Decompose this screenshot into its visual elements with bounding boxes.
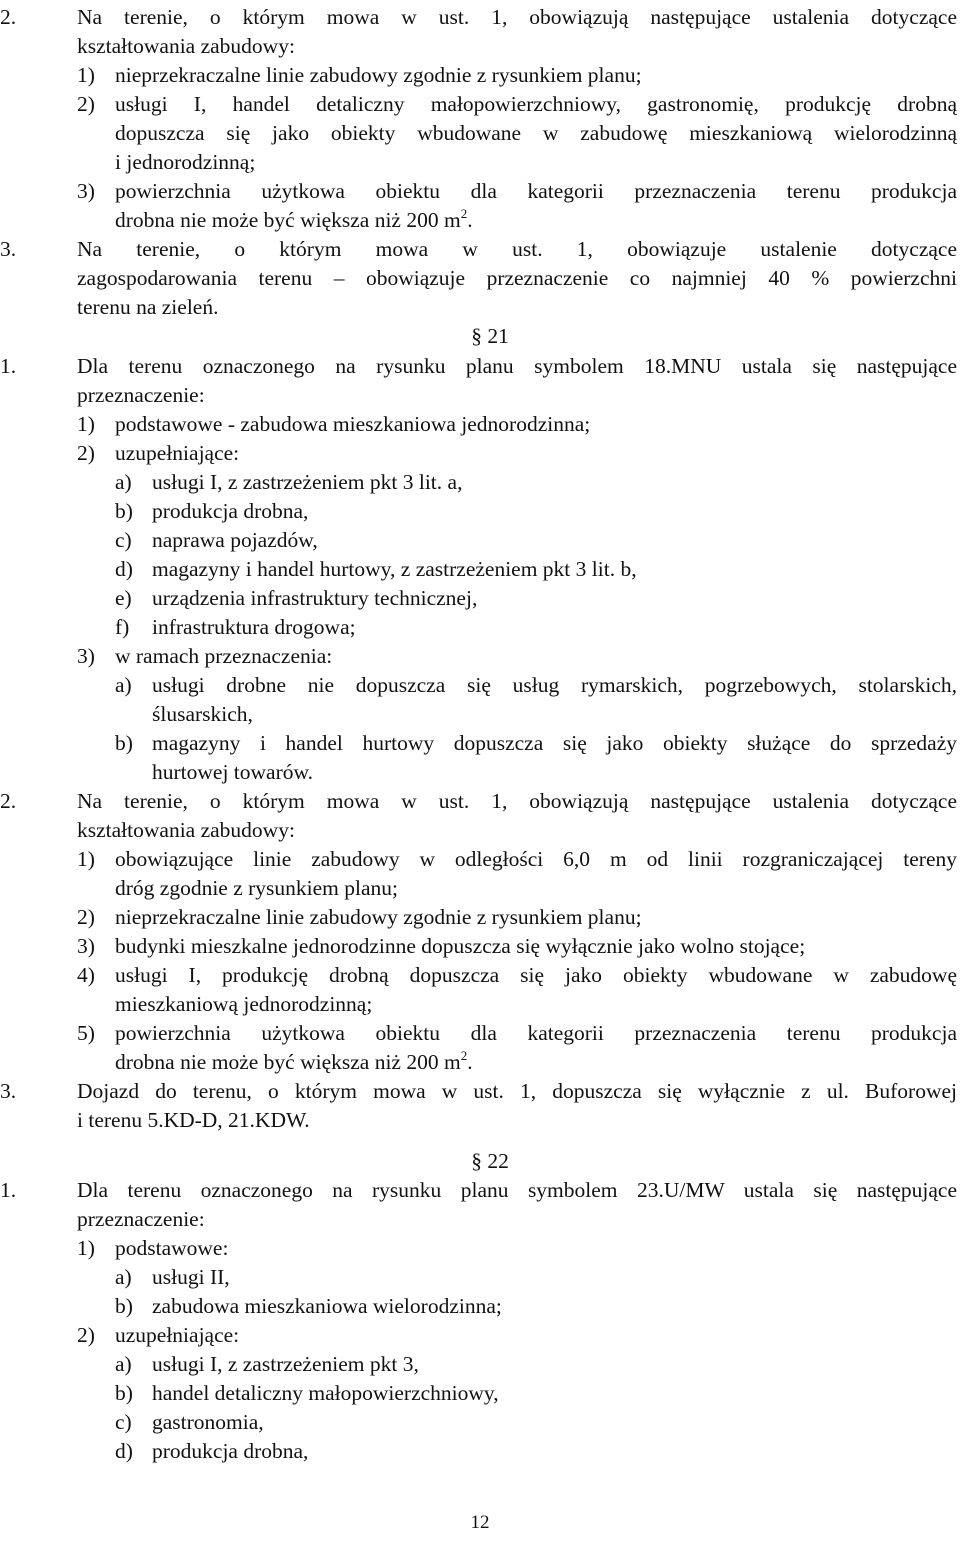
list-marker: 1) bbox=[77, 847, 95, 871]
text-line bbox=[152, 1408, 957, 1437]
text-line bbox=[152, 613, 957, 642]
text-line bbox=[77, 381, 957, 410]
text-content: powierzchnia użytkowa obiektu dla kategorii przeznaczenia terenu produkcja bbox=[115, 1021, 957, 1045]
list-marker: 3. bbox=[0, 237, 17, 261]
text-content: i terenu 5.KD-D, 21.KDW. bbox=[77, 1108, 310, 1132]
text-content: magazyny i handel hurtowy dopuszcza się jako obiekty służące do sprzedaży bbox=[152, 731, 957, 755]
text-content: hurtowej towarów. bbox=[152, 760, 314, 784]
text-content: uzupełniające: bbox=[115, 441, 240, 465]
text-line bbox=[152, 729, 957, 758]
list-marker: 1) bbox=[77, 412, 95, 436]
text-line bbox=[77, 1176, 957, 1205]
text-line bbox=[115, 90, 957, 119]
list-marker: e) bbox=[115, 586, 132, 610]
text-content: w ramach przeznaczenia: bbox=[115, 644, 333, 668]
text-content: usługi I, z zastrzeżeniem pkt 3 lit. a, bbox=[152, 470, 463, 494]
list-marker: 2. bbox=[0, 5, 17, 29]
text-line bbox=[115, 874, 957, 903]
superscript: 2 bbox=[460, 1048, 468, 1063]
text-content: nieprzekraczalne linie zabudowy zgodnie z rysunkiem planu; bbox=[115, 905, 642, 929]
text-line bbox=[115, 1321, 957, 1350]
list-marker: 3) bbox=[77, 934, 95, 958]
text-content: drobna nie może być większa niż 200 m bbox=[115, 1050, 461, 1074]
text-content: drobna nie może być większa niż 200 m bbox=[115, 208, 461, 232]
text-content: produkcja drobna, bbox=[152, 499, 309, 523]
text-content: kształtowania zabudowy: bbox=[77, 818, 295, 842]
text-content: urządzenia infrastruktury technicznej, bbox=[152, 586, 478, 610]
text-content: usługi drobne nie dopuszcza się usług rymarskich, pogrzebowych, stolarskich, bbox=[152, 673, 957, 697]
list-marker: a) bbox=[115, 1352, 132, 1376]
text-content: mieszkaniową jednorodzinną; bbox=[115, 992, 373, 1016]
text-content: przeznaczenie: bbox=[77, 1207, 205, 1231]
list-marker: a) bbox=[115, 673, 132, 697]
list-marker: a) bbox=[115, 470, 132, 494]
text-content: kształtowania zabudowy: bbox=[77, 34, 295, 58]
text-content: i jednorodzinną; bbox=[115, 150, 256, 174]
text-content: zagospodarowania terenu – obowiązuje przeznaczenie co najmniej 40 % powierzchni bbox=[77, 266, 957, 290]
list-marker: 1) bbox=[77, 63, 95, 87]
list-marker: 1) bbox=[77, 1236, 95, 1260]
text-content: naprawa pojazdów, bbox=[152, 528, 318, 552]
text-content: usługi I, z zastrzeżeniem pkt 3, bbox=[152, 1352, 419, 1376]
text-content: uzupełniające: bbox=[115, 1323, 240, 1347]
text-line bbox=[77, 1077, 957, 1106]
text-content: Na terenie, o którym mowa w ust. 1, obowiązuje ustalenie dotyczące bbox=[77, 237, 957, 261]
list-marker: 3) bbox=[77, 179, 95, 203]
text-line bbox=[77, 293, 957, 322]
list-marker: 2. bbox=[0, 789, 17, 813]
text-line bbox=[152, 1263, 957, 1292]
text-line bbox=[152, 671, 957, 700]
text-line bbox=[152, 1350, 957, 1379]
text-content: obowiązujące linie zabudowy w odległości 6,0 m od linii rozgraniczającej tereny bbox=[115, 847, 957, 871]
text-line bbox=[77, 235, 957, 264]
list-marker: 2) bbox=[77, 441, 95, 465]
text-line bbox=[152, 468, 957, 497]
text-line bbox=[115, 1234, 957, 1263]
page-number: 12 bbox=[470, 1512, 490, 1533]
list-marker: a) bbox=[115, 1265, 132, 1289]
text-content: powierzchnia użytkowa obiektu dla kategorii przeznaczenia terenu produkcja bbox=[115, 179, 957, 203]
text-content: budynki mieszkalne jednorodzinne dopuszcza się wyłącznie jako wolno stojące; bbox=[115, 934, 806, 958]
text-content: terenu na zieleń. bbox=[77, 295, 219, 319]
text-line bbox=[115, 61, 957, 90]
section-22-mark: § 22 bbox=[471, 1149, 509, 1173]
text-tail: . bbox=[467, 1050, 473, 1074]
list-marker: b) bbox=[115, 731, 133, 755]
text-line bbox=[77, 352, 957, 381]
list-marker: d) bbox=[115, 557, 133, 581]
text-line bbox=[152, 700, 957, 729]
text-content: Na terenie, o którym mowa w ust. 1, obowiązują następujące ustalenia dotyczące bbox=[77, 789, 957, 813]
text-content: handel detaliczny małopowierzchniowy, bbox=[152, 1381, 499, 1405]
list-marker: 2) bbox=[77, 905, 95, 929]
text-line bbox=[77, 264, 957, 293]
text-content: gastronomia, bbox=[152, 1410, 264, 1434]
list-marker: b) bbox=[115, 1294, 133, 1318]
text-line bbox=[152, 584, 957, 613]
text-line bbox=[115, 439, 957, 468]
text-line bbox=[152, 1437, 957, 1466]
text-content: zabudowa mieszkaniowa wielorodzinna; bbox=[152, 1294, 502, 1318]
text-content: Dla terenu oznaczonego na rysunku planu symbolem 23.U/MW ustala się następujące bbox=[77, 1178, 957, 1202]
text-line bbox=[115, 845, 957, 874]
section-21-mark: § 21 bbox=[471, 324, 509, 348]
list-marker: 2) bbox=[77, 1323, 95, 1347]
text-line bbox=[115, 1019, 957, 1048]
text-line bbox=[115, 961, 957, 990]
text-content: produkcja drobna, bbox=[152, 1439, 309, 1463]
superscript: 2 bbox=[460, 206, 468, 221]
text-line bbox=[77, 787, 957, 816]
text-line bbox=[115, 206, 957, 235]
text-line bbox=[152, 1292, 957, 1321]
text-content: przeznaczenie: bbox=[77, 383, 205, 407]
text-line bbox=[77, 1205, 957, 1234]
text-line bbox=[115, 148, 957, 177]
list-marker: c) bbox=[115, 1410, 132, 1434]
text-line bbox=[115, 932, 957, 961]
list-marker: b) bbox=[115, 1381, 133, 1405]
text-line bbox=[115, 1048, 957, 1077]
text-line bbox=[115, 177, 957, 206]
text-line bbox=[152, 1379, 957, 1408]
text-line bbox=[152, 526, 957, 555]
text-line bbox=[77, 32, 957, 61]
text-content: infrastruktura drogowa; bbox=[152, 615, 356, 639]
text-line bbox=[77, 1106, 957, 1135]
text-content: dopuszcza się jako obiekty wbudowane w zabudowę mieszkaniową wielorodzinną bbox=[115, 121, 957, 145]
list-marker: 3. bbox=[0, 1079, 17, 1103]
list-marker: 1. bbox=[0, 354, 17, 378]
text-content: Dojazd do terenu, o którym mowa w ust. 1, dopuszcza się wyłącznie z ul. Buforowej bbox=[77, 1079, 957, 1103]
text-line bbox=[115, 642, 957, 671]
text-line bbox=[77, 816, 957, 845]
text-content: podstawowe: bbox=[115, 1236, 229, 1260]
text-content: magazyny i handel hurtowy, z zastrzeżeniem pkt 3 lit. b, bbox=[152, 557, 637, 581]
text-content: ślusarskich, bbox=[152, 702, 253, 726]
text-content: usługi I, produkcję drobną dopuszcza się jako obiekty wbudowane w zabudowę bbox=[115, 963, 957, 987]
list-marker: 4) bbox=[77, 963, 95, 987]
text-line bbox=[152, 758, 957, 787]
text-content: podstawowe - zabudowa mieszkaniowa jednorodzinna; bbox=[115, 412, 591, 436]
text-tail: . bbox=[467, 208, 473, 232]
text-line bbox=[115, 410, 957, 439]
text-line bbox=[115, 990, 957, 1019]
text-content: usługi I, handel detaliczny małopowierzchniowy, gastronomię, produkcję drobną bbox=[115, 92, 957, 116]
list-marker: 3) bbox=[77, 644, 95, 668]
list-marker: c) bbox=[115, 528, 132, 552]
text-line bbox=[152, 555, 957, 584]
text-line bbox=[115, 903, 957, 932]
list-marker: f) bbox=[115, 615, 130, 639]
list-marker: d) bbox=[115, 1439, 133, 1463]
text-content: usługi II, bbox=[152, 1265, 230, 1289]
list-marker: 1. bbox=[0, 1178, 17, 1202]
text-line bbox=[115, 119, 957, 148]
text-content: nieprzekraczalne linie zabudowy zgodnie z rysunkiem planu; bbox=[115, 63, 642, 87]
list-marker: 5) bbox=[77, 1021, 95, 1045]
list-marker: 2) bbox=[77, 92, 95, 116]
list-marker: b) bbox=[115, 499, 133, 523]
text-content: dróg zgodnie z rysunkiem planu; bbox=[115, 876, 399, 900]
text-content: Dla terenu oznaczonego na rysunku planu symbolem 18.MNU ustala się następujące bbox=[77, 354, 957, 378]
text-line bbox=[77, 3, 957, 32]
text-line bbox=[152, 497, 957, 526]
text-content: Na terenie, o którym mowa w ust. 1, obowiązują następujące ustalenia dotyczące bbox=[77, 5, 957, 29]
